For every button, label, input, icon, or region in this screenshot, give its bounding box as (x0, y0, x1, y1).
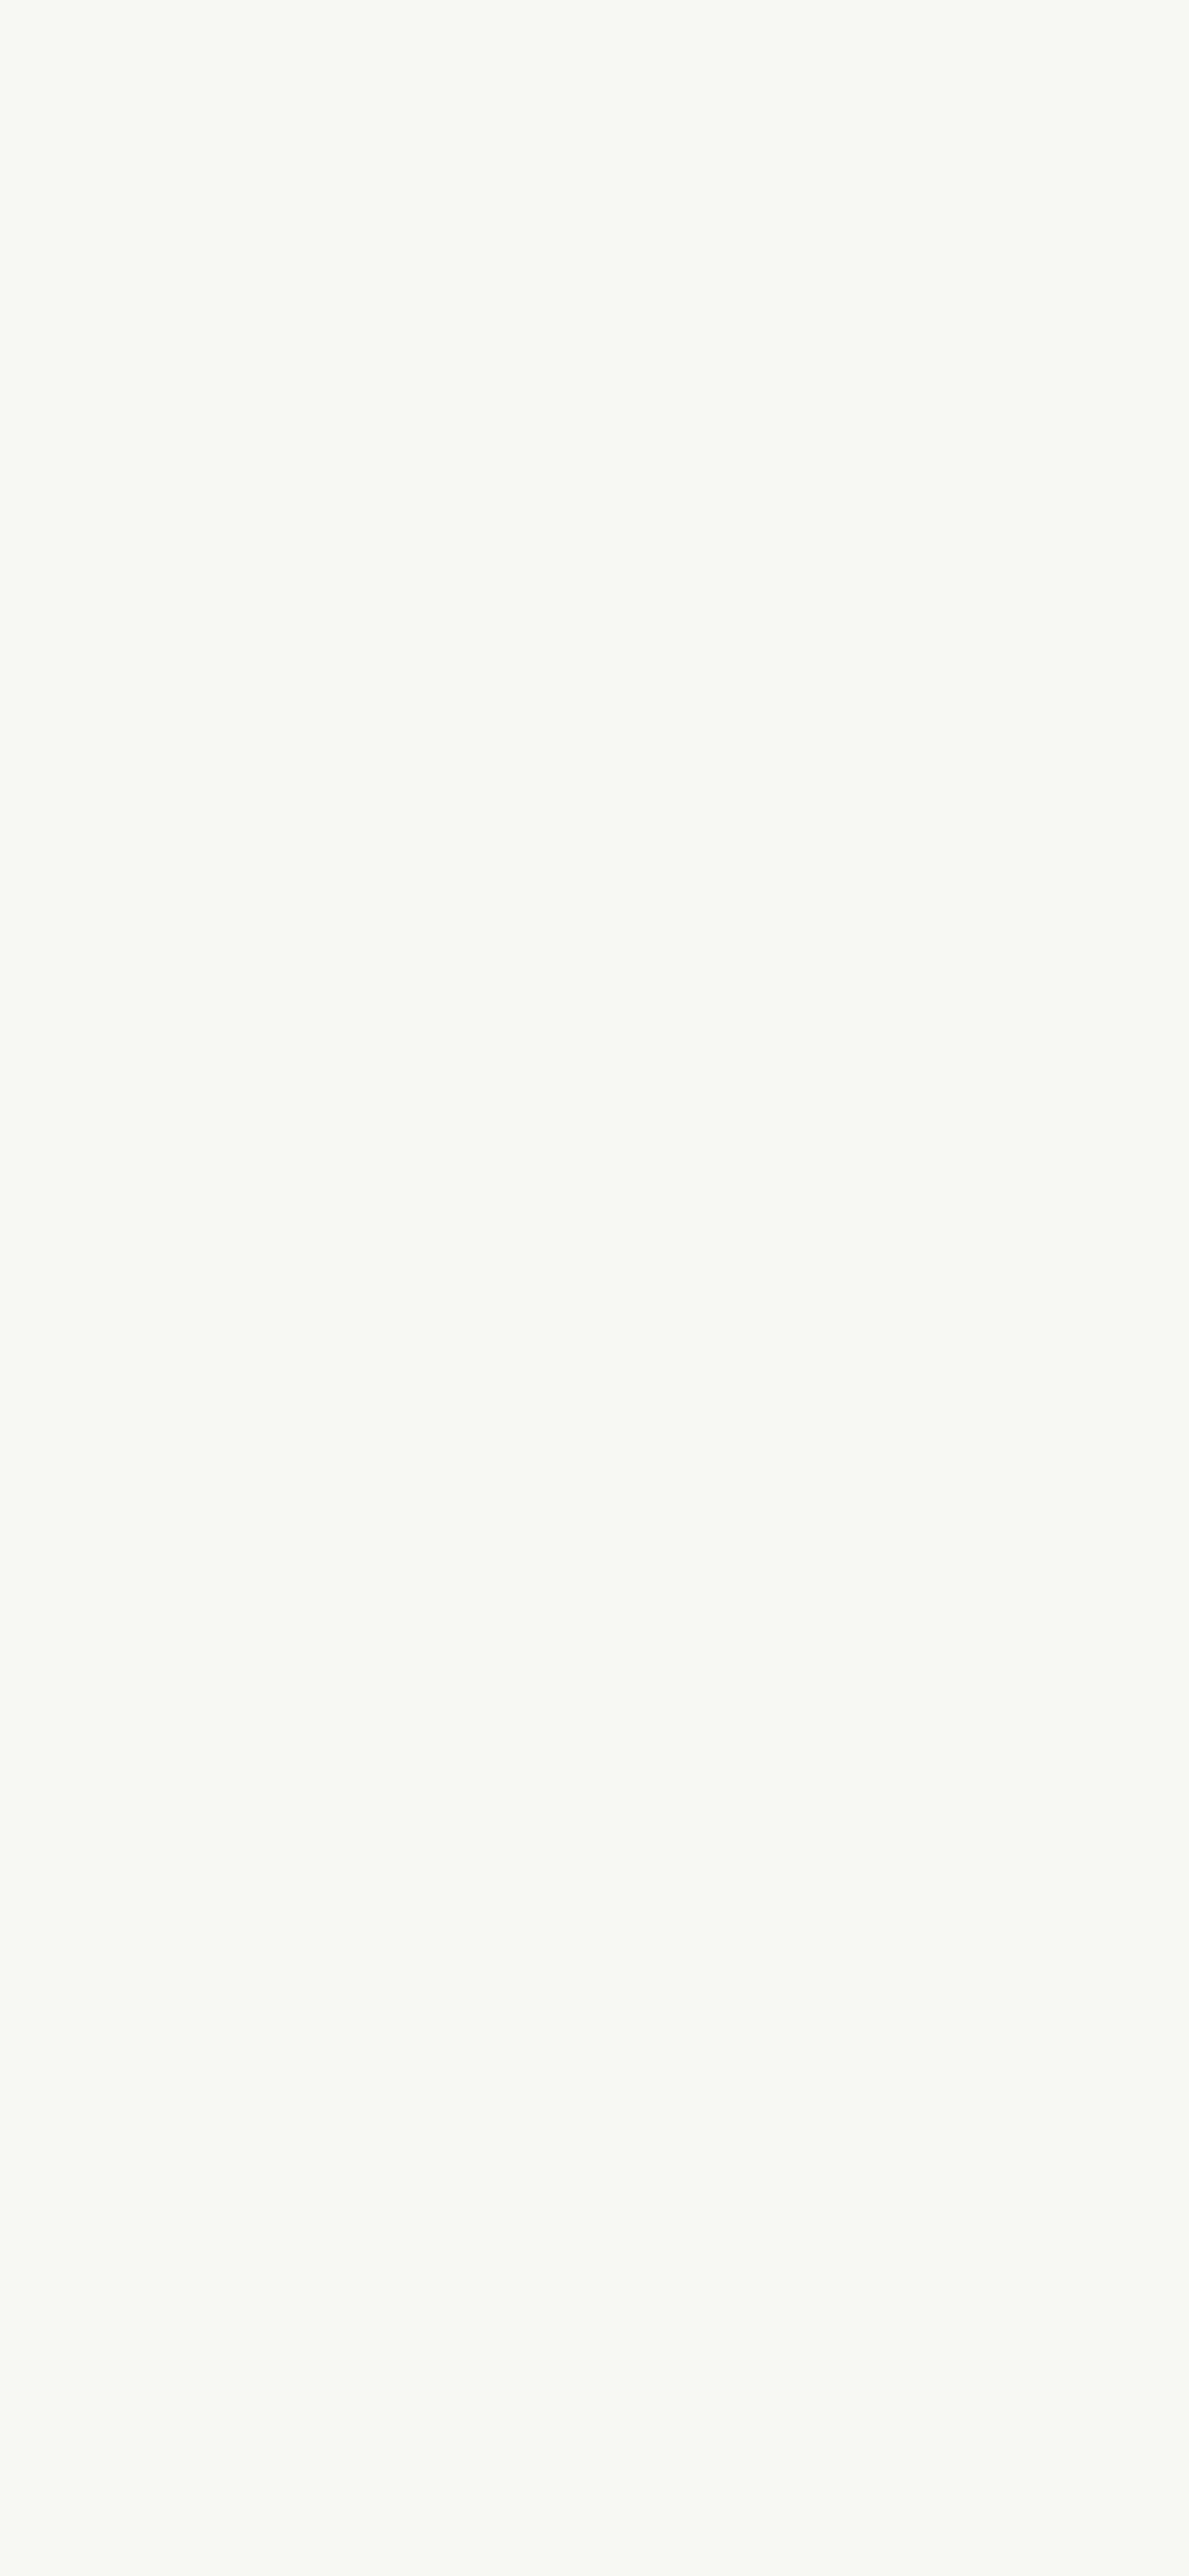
rotated-sheet (0, 1603, 79, 2576)
sheet-content (0, 1603, 79, 2576)
